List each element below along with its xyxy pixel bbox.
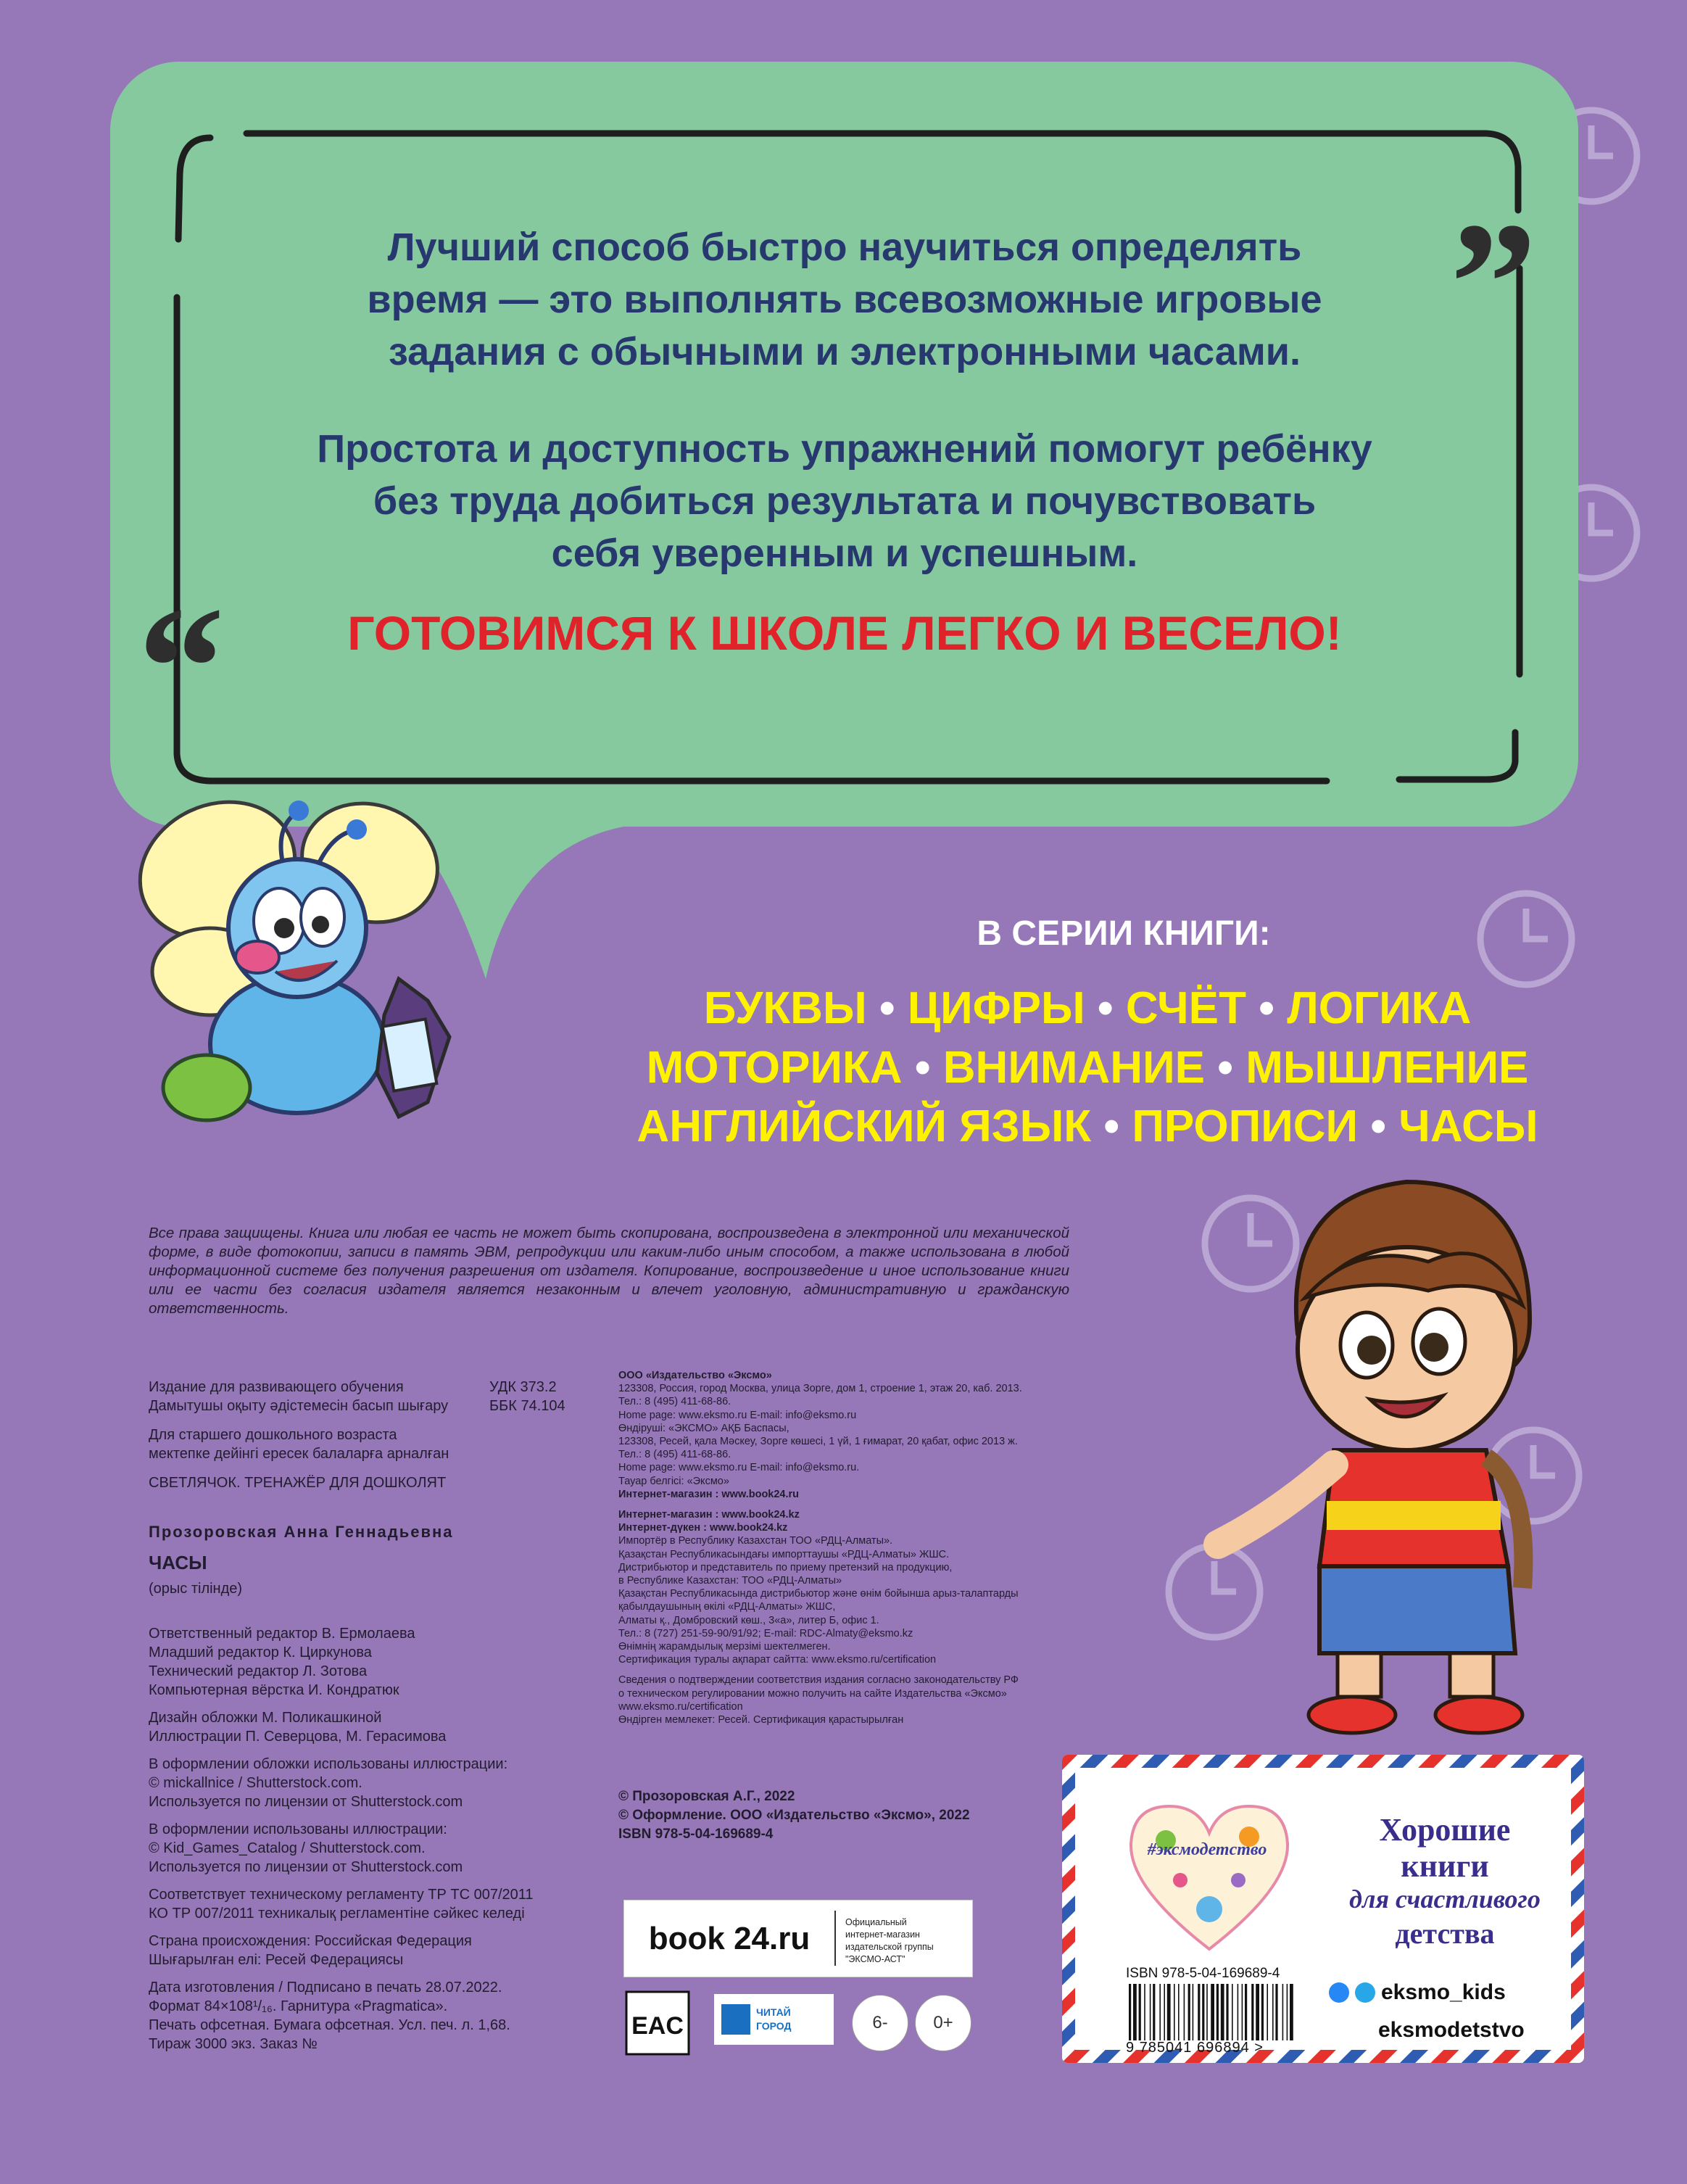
credit-line: В оформлении обложки использованы иллюстрации: (149, 1756, 508, 1772)
credit-line: © Kid_Games_Catalog / Shutterstock.com. (149, 1840, 426, 1856)
barcode-bar (1282, 1984, 1284, 2040)
publisher-line: Өндірген мемлекет: Ресей. Сертификация қарастырылған (618, 1714, 904, 1726)
text-line: себя уверенным и успешным. (551, 531, 1138, 575)
text-line: издательской группы (845, 1942, 934, 1952)
age-ru: Для старшего дошкольного возраста (149, 1427, 397, 1443)
social-handle: eksmodetstvo (1378, 2018, 1525, 2042)
text-line: ЧИТАЙ (756, 2006, 791, 2018)
barcode-bar (1129, 1984, 1131, 2040)
barcode-bar (1245, 1984, 1247, 2040)
barcode-bar (1206, 1984, 1208, 2040)
credit-line: Тираж 3000 экз. Заказ № (149, 2036, 318, 2052)
series-line-3 (551, 1101, 1624, 1152)
text-line: "ЭКСМО-АСТ" (845, 1954, 905, 1964)
series-item: АНГЛИЙСКИЙ ЯЗЫК (637, 1101, 1092, 1151)
rights-notice: Все права защищены. Книга или любая ее часть не может быть скопирована, воспроизведена в электронной или механической форме, в виде фотокопии, записи в память ЭВМ, репродукции или каким-либо иным способом, а также использована в любой информационной системе без получения разрешения от издателя. Копирование, воспроизведение и иное использование книги или ее части без согласия издателя является незаконным и влечет уголовную, административную и гражданскую ответственность. (149, 1225, 1069, 1317)
sticker-content (1075, 1768, 1571, 2056)
barcode-bar (1178, 1984, 1180, 2040)
credit-line: © mickallnice / Shutterstock.com. (149, 1775, 362, 1791)
credit-line: Формат 84×108¹/₁₆. Гарнитура «Pragmatica». (149, 1998, 448, 2014)
credit-line: Шығарылған елі: Ресей Федерациясы (149, 1952, 404, 1968)
publisher-line: қабылдаушының өкілі «РДЦ-Алматы» ЖШС, (618, 1601, 836, 1613)
text-line: Простота и доступность упражнений помогут ребёнку (317, 427, 1372, 471)
publisher-line: о техническом регулировании можно получить на сайте Издательства «Эксмо» (618, 1687, 1007, 1700)
vk-icon (1329, 1982, 1349, 2003)
series-line-1 (551, 983, 1624, 1034)
bullet-separator: • (1259, 983, 1274, 1033)
spacer (149, 1877, 584, 1885)
barcode-bar (1290, 1984, 1293, 2040)
spacer (149, 1923, 584, 1932)
publisher-line: в Республике Казахстан: ТОО «РДЦ-Алматы» (618, 1575, 842, 1587)
publisher-line: Тел.: 8 (727) 251-59-90/91/92; E-mail: RDC-Almaty@eksmo.kz (618, 1627, 913, 1639)
publisher-line: 123308, Россия, город Москва, улица Зорге, дом 1, строение 1, этаж 20, каб. 2013. (618, 1383, 1022, 1395)
credit-line: Используется по лицензии от Shutterstock.com (149, 1794, 463, 1810)
credit-line: Компьютерная вёрстка И. Кондратюк (149, 1682, 399, 1698)
chitai-gorod-text (756, 2006, 836, 2033)
firefly-illustration (130, 783, 471, 1146)
barcode-bar (1275, 1984, 1277, 2040)
credit-line: В оформлении использованы иллюстрации: (149, 1821, 447, 1837)
barcode-bar (1133, 1984, 1137, 2040)
series-name: СВЕТЛЯЧОК. ТРЕНАЖЁР ДЛЯ ДОШКОЛЯТ (149, 1475, 447, 1491)
barcode-bar (1287, 1984, 1288, 2040)
spacer (149, 1969, 584, 1978)
bullet-separator: • (1370, 1101, 1387, 1151)
series-item: БУКВЫ (703, 983, 867, 1033)
social-handle: eksmo_kids (1381, 1980, 1506, 2004)
barcode-bar (1256, 1984, 1259, 2040)
barcode-bar (1193, 1984, 1194, 2040)
isbn: ISBN 978-5-04-169689-4 (618, 1827, 774, 1842)
copyright-author: © Прозоровская А.Г., 2022 (618, 1789, 795, 1804)
bullet-separator: • (1097, 983, 1114, 1033)
social-row (1329, 2018, 1583, 2043)
publisher-line: Сведения о подтверждении соответствия издания согласно законодательству РФ (618, 1674, 1019, 1687)
staff-credits (149, 1624, 584, 2053)
publisher-line: Қазақстан Республикасында дистрибьютор және өнім бойынша арыз-талаптарды (618, 1588, 1019, 1600)
copyright-block (618, 1787, 1068, 1844)
bubble-paragraph-2 (174, 423, 1515, 579)
credit-line: Соответствует техническому регламенту ТР ТС 007/2011 (149, 1887, 534, 1903)
barcode-bar (1144, 1984, 1145, 2040)
publisher-line: Өнімнің жарамдылық мерзімі шектелмеген. (618, 1641, 831, 1653)
divider (834, 1911, 836, 1966)
book24-description (845, 1916, 969, 1966)
barcode-bar (1198, 1984, 1200, 2040)
publisher-line: Дистрибьютор и представитель по приему претензий на продукцию, (618, 1561, 953, 1573)
barcode-bar (1272, 1984, 1274, 2040)
series-item: ПРОПИСИ (1132, 1101, 1359, 1151)
bullet-separator: • (1103, 1101, 1120, 1151)
publisher-line: www.eksmo.ru/certification (618, 1700, 743, 1713)
barcode-bar (1202, 1984, 1204, 2040)
bullet-separator: • (1217, 1043, 1233, 1093)
book-title: ЧАСЫ (149, 1552, 207, 1573)
spacer (149, 1700, 584, 1708)
publisher-line: Сертификация туралы ақпарат сайтта: www.eksmo.ru/certification (618, 1654, 937, 1666)
series-item: ВНИМАНИЕ (942, 1043, 1205, 1093)
barcode-bar (1221, 1984, 1224, 2040)
copyright-design: © Оформление. ООО «Издательство «Эксмо», 2022 (618, 1808, 970, 1823)
bullet-separator: • (914, 1043, 931, 1093)
slogan: ГОТОВИМСЯ К ШКОЛЕ ЛЕГКО И ВЕСЕЛО! (347, 606, 1342, 660)
social-row (1329, 1980, 1583, 2005)
social-links (1329, 1980, 1583, 2043)
publisher-line: 123308, Ресей, қала Мәскеу, Зорге көшесі, 1 үй, 1 ғимарат, 20 қабат, офис 2013 ж. (618, 1436, 1018, 1448)
series-item: ЦИФРЫ (907, 983, 1085, 1033)
publisher-line: ООО «Издательство «Эксмо» (618, 1370, 772, 1381)
barcode-bar (1251, 1984, 1253, 2040)
barcode-bar (1238, 1984, 1239, 2040)
credit-line: Технический редактор Л. Зотова (149, 1663, 368, 1679)
sticker-slogan-line: книги (1401, 1848, 1489, 1884)
text-line: Официальный (845, 1917, 907, 1927)
telegram-icon (1355, 1982, 1375, 2003)
boy-illustration (1189, 1153, 1609, 1740)
barcode-bar (1150, 1984, 1151, 2040)
text-line: без труда добиться результата и почувствовать (373, 479, 1317, 523)
series-item: МЫШЛЕНИЕ (1245, 1043, 1529, 1093)
hashtag-label: #эксмодетство (1147, 1840, 1267, 1859)
spacer (618, 1666, 1068, 1674)
series-item: ЛОГИКА (1287, 983, 1472, 1033)
book24-logo: book 24.ru (648, 1921, 811, 1956)
series-line-2 (551, 1042, 1624, 1093)
bullet-separator: • (879, 983, 895, 1033)
sticker-slogan-line: для счастливого (1349, 1885, 1541, 1914)
series-item: СЧЁТ (1125, 983, 1246, 1033)
publisher-line: Интернет-магазин : www.book24.kz (618, 1509, 800, 1521)
quote-mark-open: “ (138, 571, 225, 764)
barcode-bar (1226, 1984, 1228, 2040)
age-rating-badge: 0+ (915, 1995, 971, 2051)
publisher-info (618, 1369, 1068, 1726)
credit-line: Используется по лицензии от Shutterstock.com (149, 1859, 463, 1875)
series-title: В СЕРИИ КНИГИ: (977, 914, 1271, 953)
publisher-line: Импортёр в Республику Казахстан ТОО «РДЦ-Алматы». (618, 1535, 893, 1547)
barcode-bar (1164, 1984, 1165, 2040)
udk: УДК 373.2 (489, 1379, 557, 1395)
credit-line: Ответственный редактор В. Ермолаева (149, 1626, 415, 1642)
publisher-line: Интернет-дүкен : www.book24.kz (618, 1522, 788, 1534)
barcode-bar (1167, 1984, 1171, 2040)
edition-ru: Издание для развивающего обучения (149, 1379, 404, 1395)
age-rating-badge: 6- (852, 1995, 908, 2051)
credit-line: Печать офсетная. Бумага офсетная. Усл. печ. л. 1,68. (149, 2017, 510, 2033)
barcode-bar (1242, 1984, 1243, 2040)
publisher-line: Home page: www.eksmo.ru E-mail: info@eksmo.ru (618, 1409, 857, 1421)
publisher-line: Home page: www.eksmo.ru E-mail: info@eksmo.ru. (618, 1462, 860, 1474)
series-item: ЧАСЫ (1398, 1101, 1538, 1151)
barcode-bar (1232, 1984, 1233, 2040)
spacer (149, 1811, 584, 1820)
credit-line: Иллюстрации П. Северцова, М. Герасимова (149, 1729, 447, 1745)
author-name: Прозоровская Анна Геннадьевна (149, 1523, 454, 1541)
bubble-paragraph-1 (174, 221, 1515, 378)
credit-line: Дизайн обложки М. Поликашкиной (149, 1710, 382, 1726)
barcode-bar (1139, 1984, 1141, 2040)
quote-mark-close: ” (1450, 186, 1537, 379)
publisher-line: Тел.: 8 (495) 411-68-86. (618, 1396, 731, 1408)
barcode-isbn: ISBN 978-5-04-169689-4 (1126, 1966, 1280, 1981)
barcode-bar (1211, 1984, 1214, 2040)
publisher-line: Алматы қ., Домбровский көш., 3«а», литер Б, офис 1. (618, 1614, 879, 1626)
barcode (1126, 1984, 1300, 2042)
edition-kz: Дамытушы оқыту әдістемесін басып шығару (149, 1398, 449, 1414)
text-line: ГОРОД (756, 2020, 792, 2032)
sticker-slogan-line: Хорошие (1379, 1812, 1511, 1848)
book-icon (721, 2004, 750, 2035)
bbk: ББК 74.104 (489, 1398, 565, 1414)
barcode-bar (1159, 1984, 1161, 2040)
language-note: (орыс тілінде) (149, 1581, 243, 1597)
spacer (618, 1501, 1068, 1508)
spacer (149, 1746, 584, 1755)
publisher-line: Қазақстан Республикасындағы импорттаушы «РДЦ-Алматы» ЖШС. (618, 1548, 950, 1560)
publisher-line: Тауар белгісі: «Эксмо» (618, 1475, 729, 1487)
book24-badge (623, 1900, 973, 1977)
barcode-bar (1153, 1984, 1155, 2040)
credit-line: Страна происхождения: Российская Федерация (149, 1933, 472, 1949)
barcode-bar (1216, 1984, 1219, 2040)
publisher-line: Интернет-магазин : www.book24.ru (618, 1488, 800, 1500)
series-item: МОТОРИКА (646, 1043, 903, 1093)
text-line: задания с обычными и электронными часами. (388, 330, 1301, 373)
text-line: интернет-магазин (845, 1929, 920, 1940)
eac-text: EAC (631, 2012, 684, 2040)
heart-doodle-icon (1122, 1800, 1296, 1953)
age-kz: мектепке дейінгі ересек балаларға арналған (149, 1446, 449, 1462)
barcode-number: 9 785041 696894 > (1126, 2040, 1264, 2056)
chitai-gorod-logo (714, 1994, 834, 2045)
barcode-bar (1188, 1984, 1190, 2040)
barcode-bar (1174, 1984, 1175, 2040)
barcode-bar (1184, 1984, 1185, 2040)
credit-line: Дата изготовления / Подписано в печать 28.07.2022. (149, 1980, 502, 1995)
publisher-line: Тел.: 8 (495) 411-68-86. (618, 1449, 731, 1461)
publisher-line: Өндіруші: «ЭКСМО» АҚБ Баспасы, (618, 1422, 789, 1434)
credit-line: КО ТР 007/2011 техникалық регламентіне сәйкес келеді (149, 1906, 525, 1922)
barcode-bar (1261, 1984, 1264, 2040)
airmail-sticker (1062, 1755, 1584, 2063)
sticker-slogan-line: детства (1395, 1917, 1495, 1950)
barcode-bar (1267, 1984, 1268, 2040)
eac-mark-icon (625, 1990, 690, 2056)
credit-line: Младший редактор К. Циркунова (149, 1645, 372, 1660)
text-line: Лучший способ быстро научиться определять (387, 226, 1302, 269)
text-line: время — это выполнять всевозможные игровые (367, 278, 1322, 321)
